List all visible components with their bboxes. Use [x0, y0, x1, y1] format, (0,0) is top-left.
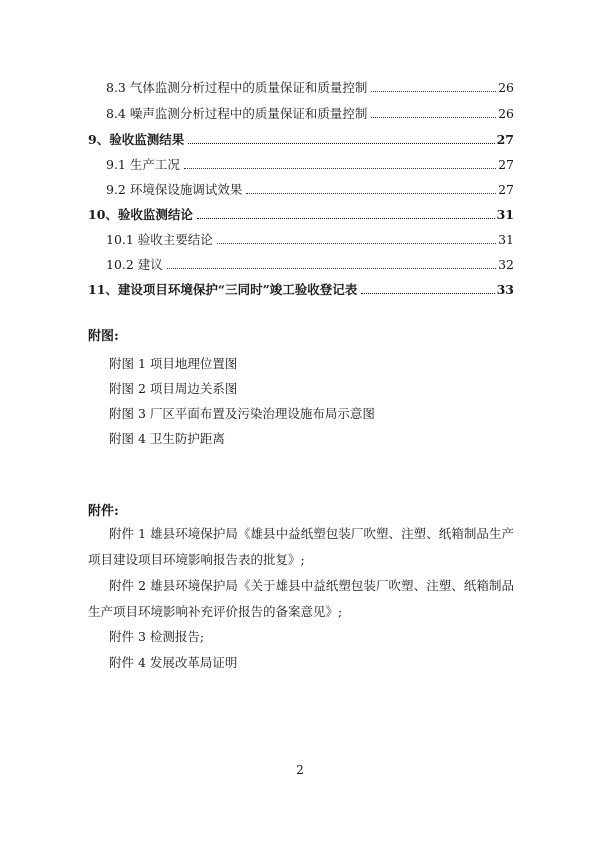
toc-entry[interactable] [106, 231, 514, 249]
toc-leader [246, 192, 496, 194]
figure-item: 附图 4 卫生防护距离 [109, 431, 225, 446]
toc-leader [184, 167, 496, 169]
attachment-item: 附件 3 检测报告; [109, 629, 205, 644]
toc-entry[interactable] [106, 105, 514, 123]
toc-entry[interactable] [106, 79, 514, 97]
toc-entry-page: 27 [498, 157, 514, 172]
toc-entry[interactable] [88, 206, 514, 224]
toc-entry-page: 27 [496, 132, 514, 147]
attachment-item: 附件 4 发展改革局证明 [109, 655, 238, 670]
toc-entry-title: 9.1 生产工况 [106, 157, 180, 172]
toc-leader [197, 217, 495, 219]
toc-entry-title: 10、验收监测结论 [88, 207, 193, 222]
toc-entry-page: 31 [498, 232, 514, 247]
toc-entry[interactable] [88, 131, 514, 149]
figure-item: 附图 1 项目地理位置图 [109, 356, 238, 371]
figure-item: 附图 3 厂区平面布置及污染治理设施布局示意图 [109, 406, 375, 421]
toc-leader [371, 116, 496, 118]
toc-entry-page: 26 [498, 106, 514, 121]
toc-leader [217, 242, 496, 244]
toc-entry-page: 31 [496, 207, 514, 222]
toc-leader [167, 267, 496, 269]
toc-entry-page: 33 [496, 282, 514, 297]
figure-item: 附图 2 项目周边关系图 [109, 381, 238, 396]
attachment-item: 附件 2 雄县环境保护局《关于雄县中益纸塑包装厂吹塑、注塑、纸箱制品生产项目环境影响补充评价报告的备案意见》; [88, 578, 514, 619]
toc-entry-title: 8.3 气体监测分析过程中的质量保证和质量控制 [106, 80, 368, 95]
toc-entry-title: 11、建设项目环境保护“三同时”竣工验收登记表 [88, 282, 358, 297]
toc-entry-title: 10.2 建议 [106, 257, 163, 272]
attachments-heading: 附件: [88, 504, 119, 519]
toc-leader [361, 292, 494, 294]
toc-entry-title: 9.2 环境保设施调试效果 [106, 182, 243, 197]
toc-entry[interactable] [88, 281, 514, 299]
toc-entry-page: 32 [498, 257, 514, 272]
toc-entry[interactable] [106, 256, 514, 274]
toc-entry-page: 27 [498, 182, 514, 197]
toc-entry-title: 10.1 验收主要结论 [106, 232, 213, 247]
toc-entry-page: 26 [498, 80, 514, 95]
toc-entry[interactable] [106, 156, 514, 174]
toc-leader [371, 90, 496, 92]
attachment-item: 附件 1 雄县环境保护局《雄县中益纸塑包装厂吹塑、注塑、纸箱制品生产项目建设项目环境影响报告表的批复》; [88, 526, 514, 567]
page-number: 2 [296, 763, 304, 777]
toc-leader [188, 142, 494, 144]
toc-entry-title: 9、验收监测结果 [88, 132, 185, 147]
figures-heading: 附图: [88, 329, 119, 344]
toc-entry[interactable] [106, 181, 514, 199]
toc-entry-title: 8.4 噪声监测分析过程中的质量保证和质量控制 [106, 106, 368, 121]
